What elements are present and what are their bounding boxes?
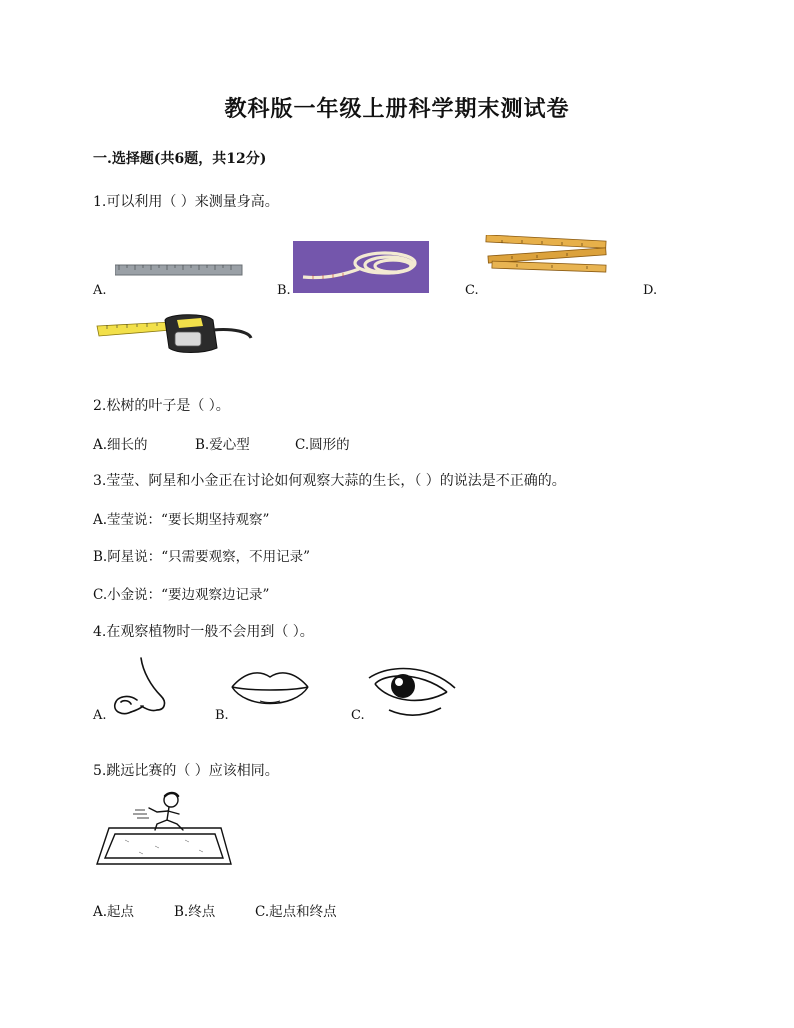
question-5: 5.跳远比赛的（ ）应该相同。 <box>93 763 279 779</box>
question-2: 2.松树的叶子是（ ）。 <box>93 398 230 414</box>
q1-option-b-label: B. <box>277 283 291 298</box>
q2-options <box>93 433 350 453</box>
q2-option-a: A.细长的 <box>93 437 148 453</box>
folding-ruler-image <box>482 235 610 275</box>
question-1: 1.可以利用（ ）来测量身高。 <box>93 194 279 210</box>
eye-image <box>363 662 459 722</box>
q1-option-d-label: D. <box>643 283 658 298</box>
q3-option-c: C.小金说：“要边观察边记录” <box>93 587 270 603</box>
q5-option-c: C.起点和终点 <box>255 904 337 920</box>
nose-image <box>107 656 171 720</box>
q3-option-a: A.莹莹说：“要长期坚持观察” <box>93 512 270 528</box>
q1-option-a-label: A. <box>93 283 107 298</box>
q5-options <box>93 900 337 920</box>
tape-measure-image <box>93 312 253 360</box>
q4-option-b-label: B. <box>215 708 229 723</box>
q5-option-a: A.起点 <box>93 904 135 920</box>
question-3: 3.莹莹、阿星和小金正在讨论如何观察大蒜的生长，（ ）的说法是不正确的。 <box>93 473 566 489</box>
long-jump-image <box>95 790 235 870</box>
soft-tape-measure-image <box>293 241 429 293</box>
q2-option-b: B.爱心型 <box>195 437 250 453</box>
q4-option-a-label: A. <box>93 708 107 723</box>
q2-option-c: C.圆形的 <box>295 437 350 453</box>
q3-option-b: B.阿星说：“只需要观察，不用记录” <box>93 549 311 565</box>
page-title: 教科版一年级上册科学期末测试卷 <box>224 96 570 122</box>
q4-option-c-label: C. <box>351 708 365 723</box>
q1-option-c-label: C. <box>465 283 479 298</box>
steel-ruler-image <box>115 263 243 277</box>
question-4: 4.在观察植物时一般不会用到（ ）。 <box>93 624 314 640</box>
section-heading: 一.选择题(共6题，共12分) <box>93 151 267 167</box>
lips-image <box>230 665 310 713</box>
q5-option-b: B.终点 <box>174 904 216 920</box>
